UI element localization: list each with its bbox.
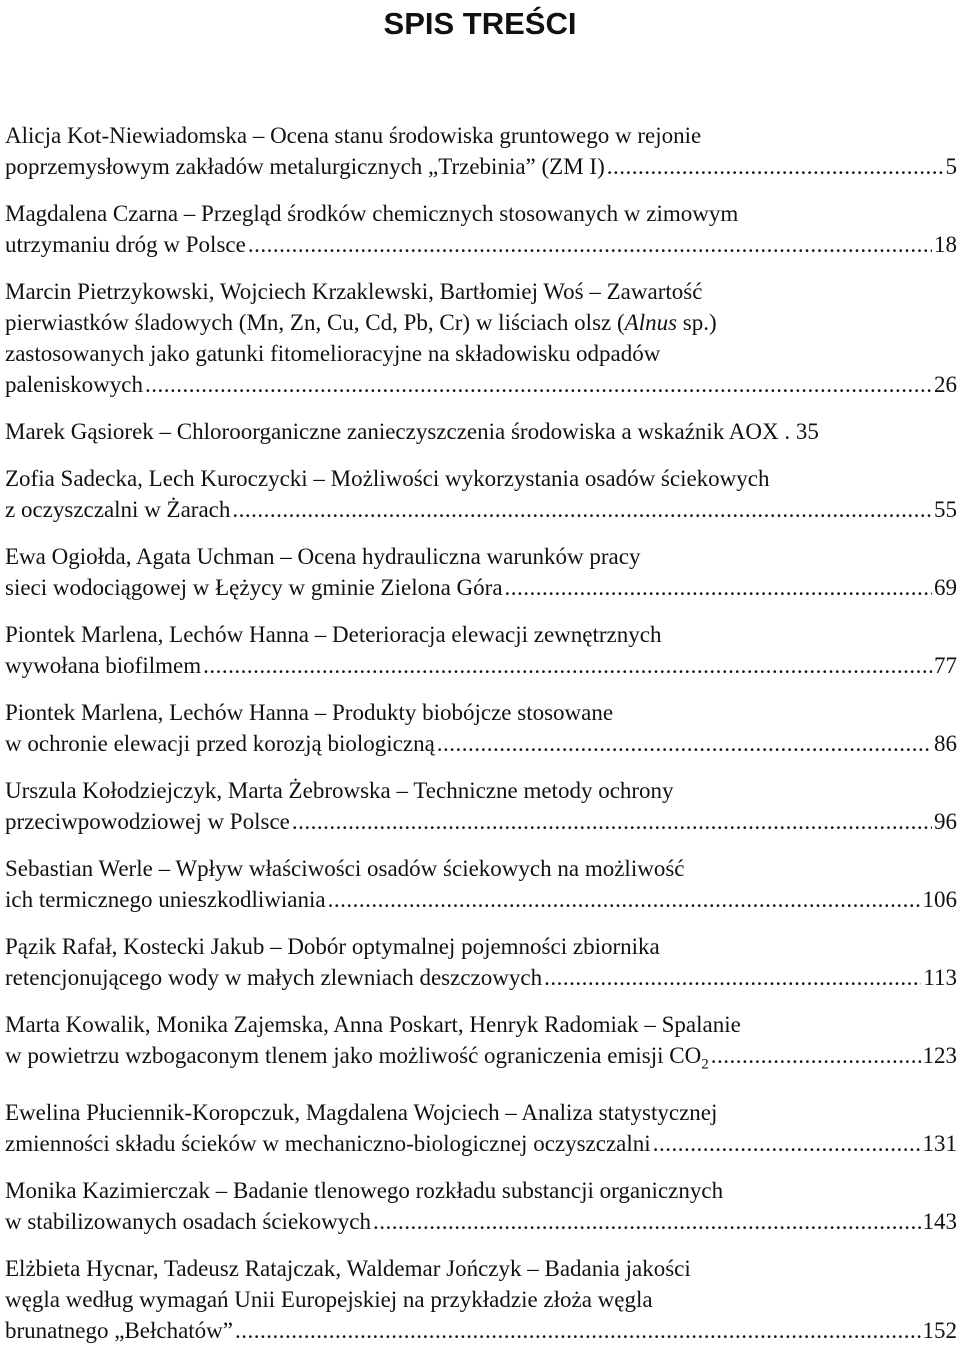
toc-entry[interactable] xyxy=(5,931,957,993)
dot-leaders xyxy=(544,962,921,993)
dot-leaders xyxy=(437,728,932,759)
toc-entry[interactable] xyxy=(5,120,957,182)
toc-entry[interactable] xyxy=(5,463,957,525)
dot-leaders xyxy=(653,1128,921,1159)
entry-text: w ochronie elewacji przed korozją biologiczną xyxy=(5,731,435,756)
entry-text: zastosowanych jako gatunki fitomelioracyjne na składowisku odpadów xyxy=(5,341,661,366)
page-number: 143 xyxy=(922,1208,957,1234)
dot-leaders xyxy=(203,650,932,681)
entry-text: poprzemysłowym zakładów metalurgicznych „Trzebinia” (ZM I) xyxy=(5,154,605,179)
entry-text: Elżbieta Hycnar, Tadeusz Ratajczak, Waldemar Jończyk – Badania jakości xyxy=(5,1255,691,1281)
entry-text: przeciwpowodziowej w Polsce xyxy=(5,809,290,834)
page-number: 96 xyxy=(934,809,957,834)
page-number: 152 xyxy=(922,1317,957,1343)
toc-entry[interactable] xyxy=(5,697,957,759)
dot-leaders xyxy=(711,1040,921,1071)
entry-text: Alicja Kot-Niewiadomska – Ocena stanu środowiska gruntowego w rejonie xyxy=(5,123,702,148)
entry-text: paleniskowych xyxy=(5,372,143,397)
toc-entry[interactable] xyxy=(5,276,957,400)
entry-text-line xyxy=(5,307,957,338)
entry-text: z oczyszczalni w Żarach xyxy=(5,497,231,522)
entry-text: Ewa Ogiołda, Agata Uchman – Ocena hydrauliczna warunków pracy xyxy=(5,544,641,569)
entry-text: Sebastian Werle – Wpływ właściwości osadów ściekowych na możliwość xyxy=(5,856,685,881)
species-name: Alnus xyxy=(624,310,678,335)
dot-leaders xyxy=(328,884,921,915)
entry-text: w stabilizowanych osadach ściekowych xyxy=(5,1208,371,1234)
entry-text: Ewelina Płuciennik-Koropczuk, Magdalena Wojciech – Analiza statystycznej xyxy=(5,1099,718,1125)
page-number: 123 xyxy=(922,1043,957,1068)
page-number: 77 xyxy=(934,653,957,678)
page-title: SPIS TREŚCI xyxy=(383,6,577,41)
entry-text: Urszula Kołodziejczyk, Marta Żebrowska – Techniczne metody ochrony xyxy=(5,778,674,803)
page-number: 131 xyxy=(922,1130,957,1156)
entry-text: Pązik Rafał, Kostecki Jakub – Dobór optymalnej pojemności zbiornika xyxy=(5,934,660,959)
dot-leaders xyxy=(235,1315,921,1346)
page-number: 69 xyxy=(934,575,957,600)
entry-text: Marta Kowalik, Monika Zajemska, Anna Poskart, Henryk Radomiak – Spalanie xyxy=(5,1012,741,1037)
page-number: 113 xyxy=(923,965,957,990)
entry-text: sieci wodociągowej w Łężycy w gminie Zielona Góra xyxy=(5,575,503,600)
page-number: 35 xyxy=(795,419,819,444)
entry-text: Magdalena Czarna – Przegląd środków chemicznych stosowanych w zimowym xyxy=(5,201,739,226)
dot-leaders xyxy=(373,1206,921,1237)
page-number: 5 xyxy=(945,154,957,179)
entry-text: wywołana biofilmem xyxy=(5,653,202,678)
dot-leaders xyxy=(607,151,944,182)
toc-entry[interactable] xyxy=(5,1253,957,1346)
dot-leaders: . xyxy=(778,419,796,444)
entry-text: w powietrzu wzbogaconym tlenem jako możliwość ograniczenia emisji CO xyxy=(5,1043,702,1068)
subscript: 2 xyxy=(701,1056,709,1073)
page-number: 18 xyxy=(934,232,957,257)
entry-text-with-subscript xyxy=(5,1040,709,1081)
toc-entry[interactable] xyxy=(5,1175,957,1237)
entry-text: węgla według wymagań Unii Europejskiej na przykładzie złoża węgla xyxy=(5,1286,653,1312)
entry-text: Piontek Marlena, Lechów Hanna – Produkty biobójcze stosowane xyxy=(5,700,614,725)
entry-text: retencjonującego wody w małych zlewniach deszczowych xyxy=(5,965,543,990)
entry-text: pierwiastków śladowych (Mn, Zn, Cu, Cd, Pb, Cr) w liściach olsz ( xyxy=(5,310,625,335)
toc-entry[interactable] xyxy=(5,541,957,603)
entry-text: Marcin Pietrzykowski, Wojciech Krzaklewski, Bartłomiej Woś – Zawartość xyxy=(5,279,703,304)
dot-leaders xyxy=(248,229,932,260)
toc-entry[interactable] xyxy=(5,619,957,681)
toc-entry[interactable] xyxy=(5,1097,957,1159)
table-of-contents xyxy=(5,120,957,1362)
entry-text: ich termicznego unieszkodliwiania xyxy=(5,887,326,912)
dot-leaders xyxy=(505,572,932,603)
entry-text: utrzymaniu dróg w Polsce xyxy=(5,232,246,257)
entry-text: Zofia Sadecka, Lech Kuroczycki – Możliwości wykorzystania osadów ściekowych xyxy=(5,466,770,491)
dot-leaders xyxy=(145,369,932,400)
entry-text: brunatnego „Bełchatów” xyxy=(5,1317,233,1343)
page-number: 106 xyxy=(922,887,957,912)
page-number: 55 xyxy=(934,497,957,522)
toc-entry[interactable] xyxy=(5,775,957,837)
toc-entry[interactable] xyxy=(5,198,957,260)
toc-entry[interactable] xyxy=(5,853,957,915)
toc-entry[interactable] xyxy=(5,416,957,447)
page-number: 26 xyxy=(934,372,957,397)
entry-text: Monika Kazimierczak – Badanie tlenowego rozkładu substancji organicznych xyxy=(5,1177,724,1203)
toc-entry[interactable] xyxy=(5,1009,957,1081)
entry-text: sp.) xyxy=(677,310,717,335)
entry-text: Marek Gąsiorek – Chloroorganiczne zanieczyszczenia środowiska a wskaźnik AOX xyxy=(5,419,779,444)
dot-leaders xyxy=(292,806,932,837)
dot-leaders xyxy=(232,494,932,525)
page-number: 86 xyxy=(934,731,957,756)
entry-text: Piontek Marlena, Lechów Hanna – Deterioracja elewacji zewnętrznych xyxy=(5,622,662,647)
entry-text: zmienności składu ścieków w mechaniczno-biologicznej oczyszczalni xyxy=(5,1130,651,1156)
